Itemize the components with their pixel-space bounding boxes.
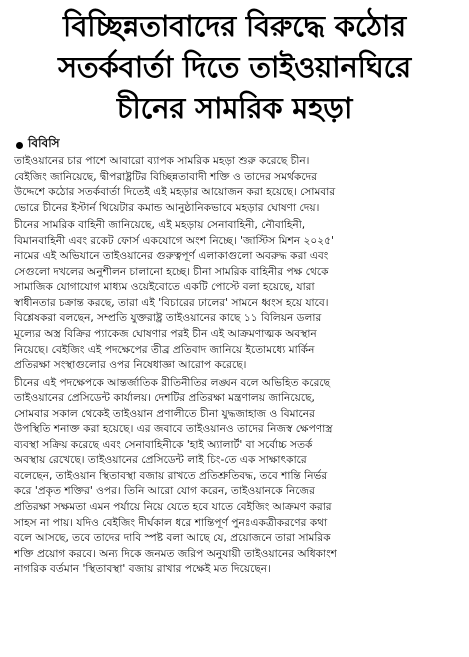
paragraph <box>14 154 455 216</box>
bullet-icon <box>16 142 23 149</box>
text-line: শক্তি প্রয়োগ করবে। অন্য দিকে জনমত জরিপ অনুযায়ী তাইওয়ানের অধিকাংশ <box>14 547 337 560</box>
text-line: প্রতিরক্ষা সংস্থাগুলোর ওপর নিষেধাজ্ঞা আরোপ করেছে। <box>14 359 247 372</box>
text-line: সোমবার সকাল থেকেই তাইওয়ান প্রণালীতে চীনা যুদ্ধজাহাজ ও বিমানের <box>14 407 315 420</box>
text-line: প্রতিরক্ষা সক্ষমতা এমন পর্যায়ে নিয়ে যেতে হবে যাতে বেইজিং আক্রমণ করার <box>14 501 332 514</box>
headline <box>14 6 455 129</box>
headline-line: সতর্কবার্তা দিতে তাইওয়ানঘিরে <box>57 50 412 84</box>
text-line: সেগুলো দখলের অনুশীলন চালানো হচ্ছে। চীনা সামরিক বাহিনীর পক্ষ থেকে <box>14 265 329 278</box>
paragraph <box>14 376 455 578</box>
text-line: উপস্থিতি শনাক্ত করা হয়েছে। এর জবাবে তাইওয়ানও তাদের নিজস্ব ক্ষেপণাস্ত্র <box>14 423 333 436</box>
text-line: চীনের এই পদক্ষেপকে আন্তর্জাতিক রীতিনীতির লঙ্ঘন বলে অভিহিত করেছে <box>14 376 331 389</box>
headline-line: চীনের সামরিক মহড়া <box>116 91 353 125</box>
text-line: বলেছেন, তাইওয়ান স্থিতাবস্থা বজায় রাখতে প্রতিশ্রুতিবদ্ধ, তবে শান্তি নির্ভর <box>14 469 328 482</box>
text-line: স্বাধীনতার চক্রান্ত করছে, তারা এই 'বিচারের ঢালের' সামনে ধ্বংস হয়ে যাবে। <box>14 296 329 309</box>
text-line: নামের এই অভিযানে তাইওয়ানের গুরুত্বপূর্ণ এলাকাগুলো অবরুদ্ধ করা এবং <box>14 250 329 263</box>
text-line: বলে আসছে, তবে তাদের দাবি স্পষ্ট বলা আছে যে, প্রয়োজনে তারা সামরিক <box>14 532 331 545</box>
text-line: মূল্যের অস্ত্র বিক্রির প্যাকেজ ঘোষণার পরই চীন এই আক্রমণাত্মক অবস্থান <box>14 328 317 341</box>
text-line: বেইজিং জানিয়েছে, দ্বীপরাষ্ট্রটির বিচ্ছিন্নতাবাদী শক্তি ও তাদের সমর্থকদের <box>14 170 318 183</box>
text-line: ব্যবস্থা সক্রিয় করেছে এবং সেনাবাহিনীকে 'হাই অ্যালার্ট' বা সর্বোচ্চ সতর্ক <box>14 438 313 451</box>
text-line: নাগরিক বর্তমান 'স্থিতাবস্থা' বজায় রাখার পক্ষেই মত দিয়েছেন। <box>14 563 271 576</box>
text-line: তাইওয়ানের প্রেসিডেন্ট কার্যালয়। দেশটির প্রতিরক্ষা মন্ত্রণালয় জানিয়েছে, <box>14 392 315 405</box>
text-line: তাইওয়ানের চার পাশে আবারো ব্যাপক সামরিক মহড়া শুরু করেছে চীন। <box>14 155 310 167</box>
paragraph <box>14 218 455 373</box>
text-line: ভোরে চীনের ইস্টার্ন থিয়েটার কমান্ড আনুষ্ঠানিকভাবে মহড়ার ঘোষণা দেয়। <box>14 201 320 214</box>
text-line: নিয়েছে। বেইজিং এই পদক্ষেপের তীব্র প্রতিবাদ জানিয়ে ইতোমধ্যে মার্কিন <box>14 343 315 356</box>
byline <box>16 137 455 153</box>
text-line: বিশ্লেষকরা বলছেন, সম্প্রতি যুক্তরাষ্ট্র তাইওয়ানের কাছে ১১ বিলিয়ন ডলার <box>14 312 322 325</box>
text-line: সামাজিক যোগাযোগ মাধ্যম ওয়েইবোতে একটি পোস্টে বলা হয়েছে, যারা <box>14 281 315 294</box>
text-line: চীনের সামরিক বাহিনী জানিয়েছে, এই মহড়ায় সেনাবাহিনী, নৌবাহিনী, <box>14 219 306 232</box>
headline-line: বিচ্ছিন্নতাবাদের বিরুদ্ধে কঠোর <box>63 9 406 43</box>
text-line: অবস্থায় রেখেছে। তাইওয়ানের প্রেসিডেন্ট লাই চিং-তে এক সাক্ষাৎকারে <box>14 454 307 467</box>
byline-source: বিবিসি <box>28 136 60 150</box>
text-line: উদ্দেশে কঠোর সতর্কবার্তা দিতেই এই মহড়ার আয়োজন করা হয়েছে। সোমবার <box>14 186 336 199</box>
text-line: সাহস না পায়। যদিও বেইজিং দীর্ঘকাল ধরে শান্তিপূর্ণ পুনঃএকত্রীকরণের কথা <box>14 516 328 529</box>
text-line: বিমানবাহিনী এবং রকেট ফোর্স একযোগে অংশ নিচ্ছে। 'জাস্টিস মিশন ২০২৫' <box>14 234 334 247</box>
article-body <box>14 154 455 578</box>
text-line: করে 'প্রকৃত শক্তির' ওপর। তিনি আরো যোগ করেন, তাইওয়ানকে নিজের <box>14 485 315 498</box>
